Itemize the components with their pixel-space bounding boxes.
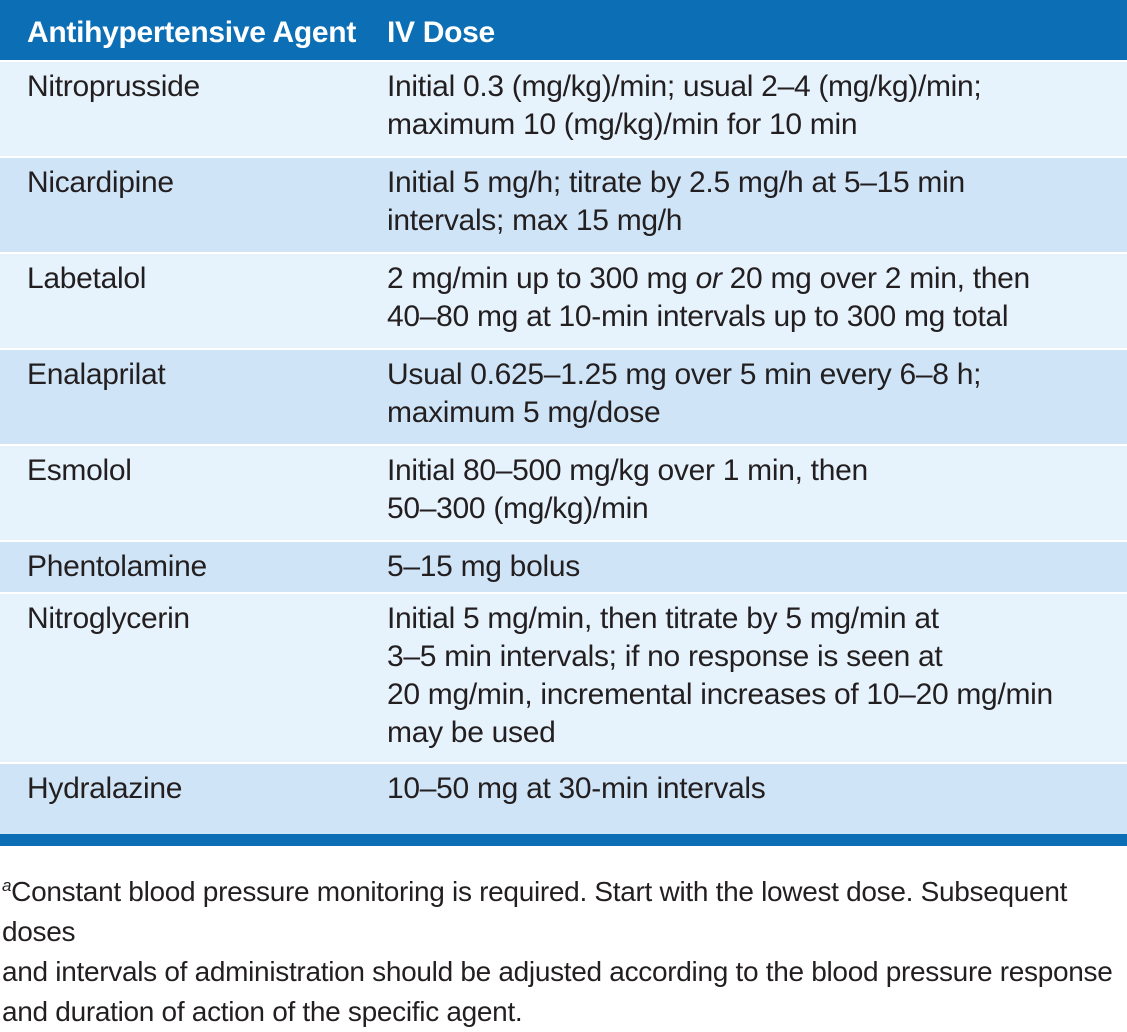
table-row [0,348,1127,444]
dose-cell [387,446,1127,540]
table-body [0,60,1127,834]
agent-cell: Esmolol [27,454,132,487]
agent-cell: Labetalol [27,262,147,295]
footnote-line: and duration of action of the specific agent. [2,996,523,1027]
dose-cell [387,764,1127,834]
table-row [0,540,1127,592]
dose-line: intervals; max 15 mg/h [387,204,683,237]
dose-line: 20 mg/min, incremental increases of 10–20 mg/min [387,678,1053,711]
agent-cell: Hydralazine [27,772,183,805]
table-footnote [0,872,1117,1032]
footnote-marker: a [2,876,12,895]
header-dose: IV Dose [387,16,495,49]
dose-line: Initial 5 mg/min, then titrate by 5 mg/min at [387,602,939,635]
table-row [0,156,1127,252]
agent-cell: Nicardipine [27,166,174,199]
table-row [0,252,1127,348]
dose-line: 50–300 (mg/kg)/min [387,492,649,525]
footnote-text: Constant blood pressure monitoring is required. Start with the lowest dose. Subsequent doses [2,876,1068,947]
dose-line [387,260,1115,298]
table-row [0,60,1127,156]
agent-cell: Nitroprusside [27,70,200,103]
table-header [0,0,1127,60]
dose-cell [387,158,1127,252]
dose-text: 20 mg over 2 min, then [721,262,1030,295]
dose-cell [387,62,1127,156]
footnote-line [2,872,1117,952]
dose-cell [387,542,1127,592]
table-row [0,444,1127,540]
table-bottom-rule [0,834,1127,846]
dose-cell [387,254,1127,348]
table-row [0,762,1127,834]
dose-line: maximum 10 (mg/kg)/min for 10 min [387,108,858,141]
dose-cell [387,350,1127,444]
dose-line: Usual 0.625–1.25 mg over 5 min every 6–8 h; [387,358,982,391]
agent-cell: Enalaprilat [27,358,166,391]
table-row [0,592,1127,762]
dose-line: 10–50 mg at 30-min intervals [387,772,766,805]
dose-line: 3–5 min intervals; if no response is seen at [387,640,943,673]
agent-cell: Phentolamine [27,550,207,583]
dose-line: 5–15 mg bolus [387,550,580,583]
dose-line: maximum 5 mg/dose [387,396,661,429]
dose-emphasis: or [695,262,722,295]
header-agent: Antihypertensive Agent [27,16,357,49]
dose-line: Initial 0.3 (mg/kg)/min; usual 2–4 (mg/kg)/min; [387,70,982,103]
dose-line: Initial 5 mg/h; titrate by 2.5 mg/h at 5–15 min [387,166,965,199]
dose-line: Initial 80–500 mg/kg over 1 min, then [387,454,868,487]
footnote-line: and intervals of administration should be adjusted according to the blood pressure response [2,956,1113,987]
agent-cell: Nitroglycerin [27,602,190,635]
dose-line: 40–80 mg at 10-min intervals up to 300 mg total [387,300,1009,333]
dose-line: may be used [387,716,556,749]
dose-cell [387,594,1127,762]
dose-text: 2 mg/min up to 300 mg [387,262,696,295]
